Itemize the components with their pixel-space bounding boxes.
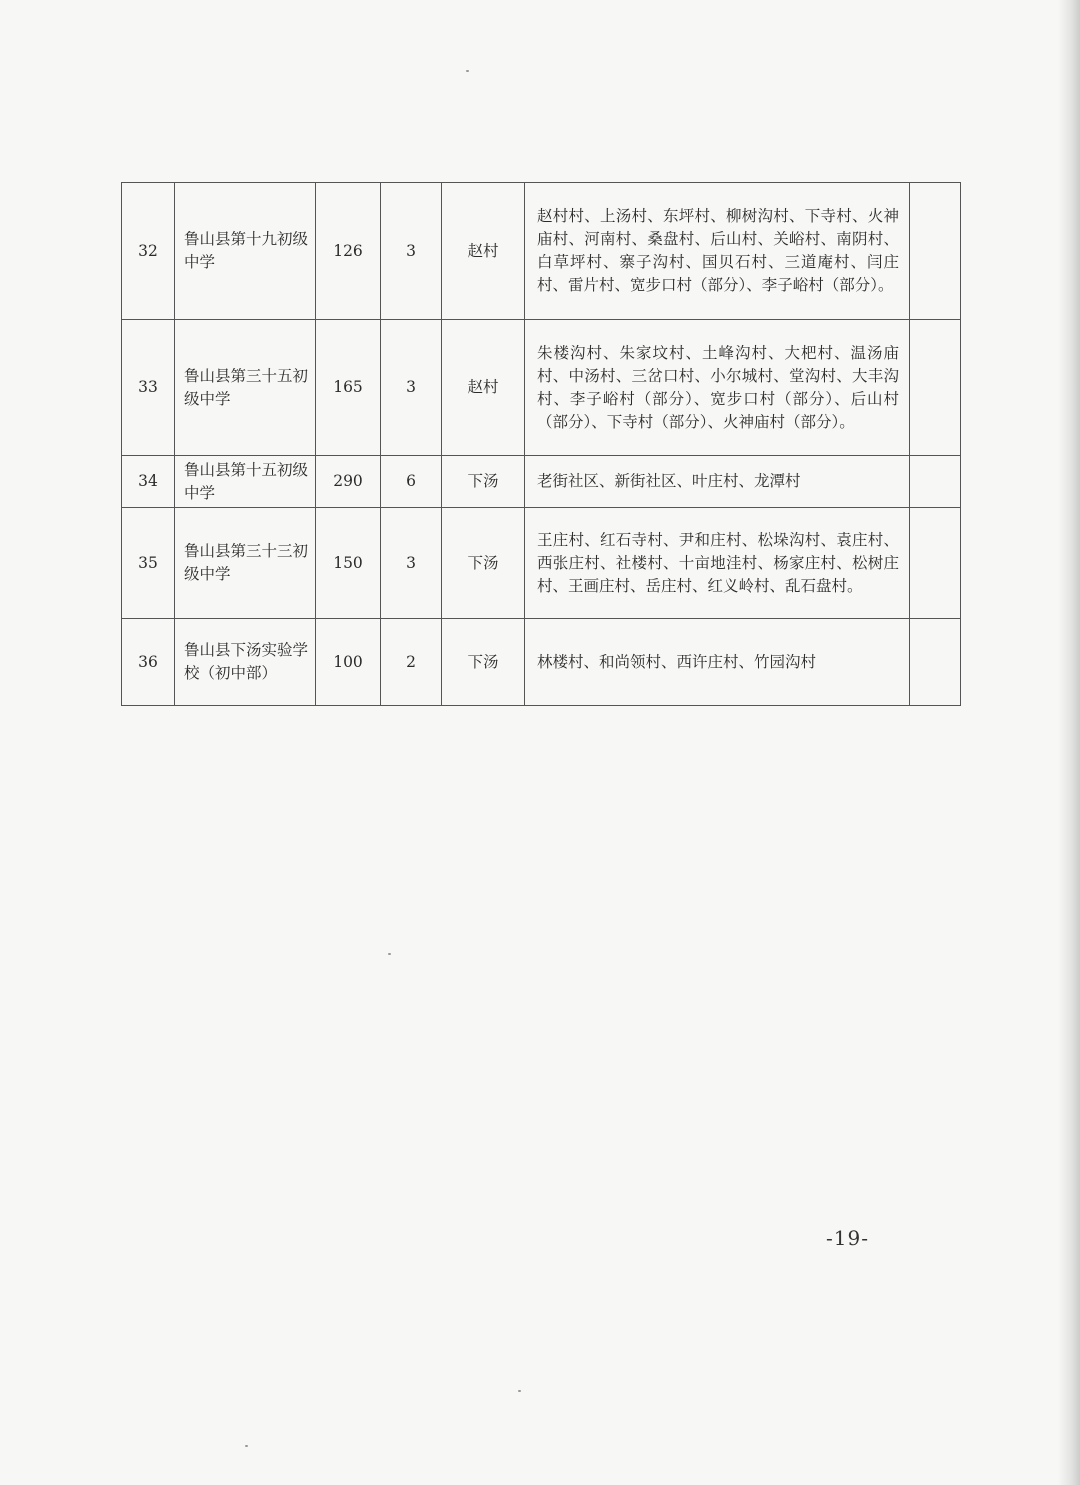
class-count: 2 [381, 619, 442, 706]
scan-speck [388, 953, 391, 955]
township: 下汤 [442, 508, 525, 619]
remarks [910, 320, 961, 456]
school-name: 鲁山县第三十五初级中学 [175, 320, 316, 456]
scan-edge-shadow [1058, 0, 1080, 1485]
table-row [122, 619, 961, 706]
table-row [122, 508, 961, 619]
enrollment-count: 100 [316, 619, 381, 706]
class-count: 3 [381, 320, 442, 456]
row-number: 36 [122, 619, 175, 706]
table-row [122, 320, 961, 456]
enrollment-count: 126 [316, 183, 381, 320]
scan-speck [518, 1390, 521, 1392]
school-name: 鲁山县第三十三初级中学 [175, 508, 316, 619]
row-number: 35 [122, 508, 175, 619]
service-area: 王庄村、红石寺村、尹和庄村、松垛沟村、袁庄村、西张庄村、社楼村、十亩地洼村、杨家庄村、松树庄村、王画庄村、岳庄村、红义岭村、乱石盘村。 [525, 508, 910, 619]
page-number: -19- [826, 1226, 869, 1250]
scan-speck [245, 1445, 248, 1447]
class-count: 3 [381, 508, 442, 619]
remarks [910, 508, 961, 619]
school-name: 鲁山县第十五初级中学 [175, 456, 316, 508]
service-area: 老街社区、新街社区、叶庄村、龙潭村 [525, 456, 910, 508]
township: 下汤 [442, 456, 525, 508]
school-name: 鲁山县第十九初级中学 [175, 183, 316, 320]
remarks [910, 619, 961, 706]
table-row [122, 456, 961, 508]
class-count: 6 [381, 456, 442, 508]
township: 下汤 [442, 619, 525, 706]
row-number: 32 [122, 183, 175, 320]
row-number: 33 [122, 320, 175, 456]
school-name: 鲁山县下汤实验学校（初中部） [175, 619, 316, 706]
township: 赵村 [442, 320, 525, 456]
remarks [910, 456, 961, 508]
enrollment-count: 150 [316, 508, 381, 619]
enrollment-allocation-table [121, 182, 961, 706]
remarks [910, 183, 961, 320]
row-number: 34 [122, 456, 175, 508]
enrollment-count: 165 [316, 320, 381, 456]
service-area: 林楼村、和尚领村、西许庄村、竹园沟村 [525, 619, 910, 706]
class-count: 3 [381, 183, 442, 320]
service-area: 朱楼沟村、朱家坟村、土峰沟村、大杷村、温汤庙村、中汤村、三岔口村、小尔城村、堂沟村、大丰沟村、李子峪村（部分）、宽步口村（部分）、后山村（部分）、下寺村（部分）、火神庙村（部分）。 [525, 320, 910, 456]
enrollment-count: 290 [316, 456, 381, 508]
scan-speck [466, 70, 469, 72]
township: 赵村 [442, 183, 525, 320]
service-area: 赵村村、上汤村、东坪村、柳树沟村、下寺村、火神庙村、河南村、桑盘村、后山村、关峪村、南阴村、白草坪村、寨子沟村、国贝石村、三道庵村、闫庄村、雷片村、宽步口村（部分）、李子峪村（部分）。 [525, 183, 910, 320]
table-row [122, 183, 961, 320]
